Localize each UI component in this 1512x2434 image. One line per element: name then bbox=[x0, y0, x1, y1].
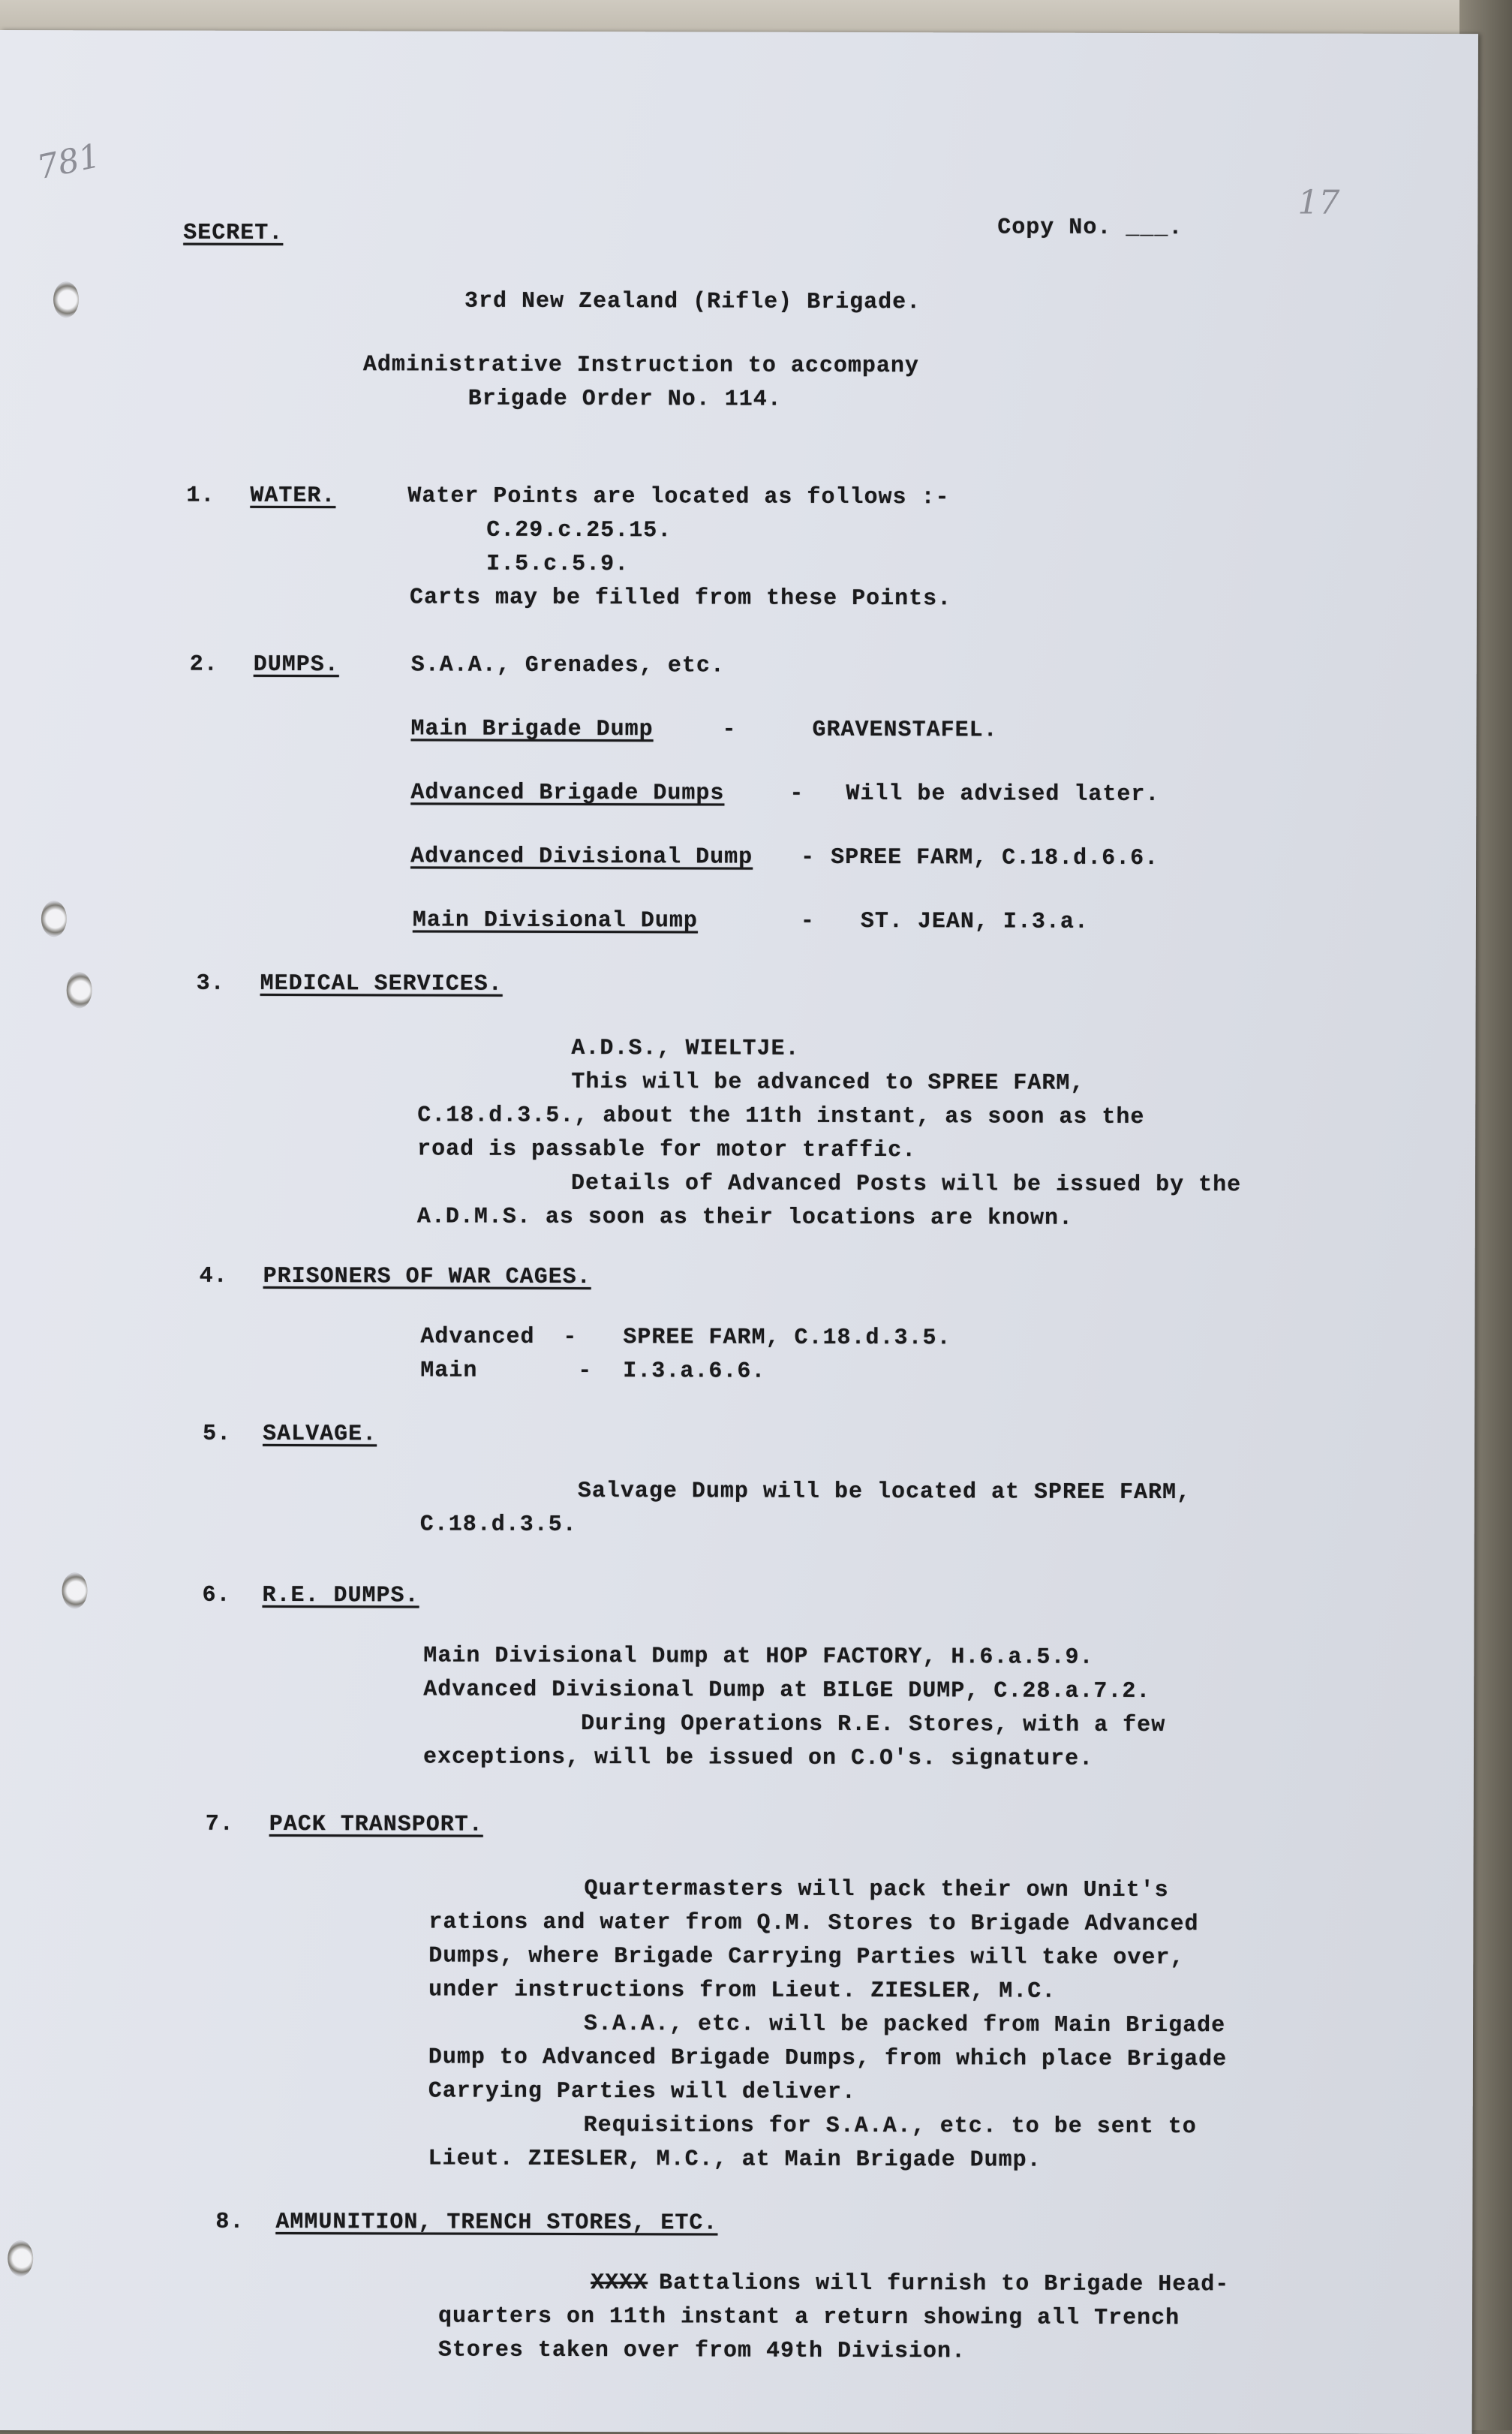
ammunition-text: Stores taken over from 49th Division. bbox=[437, 2337, 966, 2365]
document-page bbox=[0, 30, 1478, 2434]
dash: - bbox=[789, 781, 804, 807]
section-heading-pack-transport: PACK TRANSPORT. bbox=[269, 1811, 483, 1838]
section-number: 7. bbox=[205, 1811, 234, 1837]
punch-hole bbox=[67, 972, 92, 1008]
section-heading-dumps: DUMPS. bbox=[253, 651, 339, 678]
section-heading-prisoners: PRISONERS OF WAR CAGES. bbox=[263, 1263, 591, 1291]
dump-label: Main Brigade Dump bbox=[410, 716, 654, 743]
pack-text: Dumps, where Brigade Carrying Parties will take over, bbox=[428, 1943, 1185, 1972]
water-point: C.29.c.25.15. bbox=[486, 517, 672, 544]
ammunition-text: Battalions will furnish to Brigade Head- bbox=[645, 2270, 1230, 2298]
section-heading-ammunition: AMMUNITION, TRENCH STORES, ETC. bbox=[275, 2209, 718, 2237]
pencil-folio-number: 781 bbox=[34, 137, 104, 188]
punch-hole bbox=[8, 2240, 33, 2276]
section-heading-medical: MEDICAL SERVICES. bbox=[260, 970, 503, 997]
pack-text: Carrying Parties will deliver. bbox=[428, 2078, 856, 2105]
pack-text: Lieut. ZIESLER, M.C., at Main Brigade Dump. bbox=[428, 2146, 1042, 2174]
salvage-text: C.18.d.3.5. bbox=[419, 1512, 577, 1539]
re-dumps-text: Main Divisional Dump at HOP FACTORY, H.6.a.5.9. bbox=[423, 1643, 1094, 1671]
dumps-intro: S.A.A., Grenades, etc. bbox=[410, 652, 725, 679]
water-intro: Water Points are located as follows :- bbox=[407, 483, 950, 511]
punch-hole bbox=[53, 281, 79, 317]
pack-text: Dump to Advanced Brigade Dumps, from which place Brigade bbox=[428, 2044, 1228, 2073]
section-number: 5. bbox=[203, 1421, 232, 1447]
pencil-mark: 17 bbox=[1297, 183, 1340, 222]
dash: - bbox=[722, 717, 737, 743]
section-number: 3. bbox=[196, 970, 225, 997]
pack-text: S.A.A., etc. will be packed from Main Brigade bbox=[584, 2011, 1226, 2039]
water-point: I.5.c.5.9. bbox=[486, 551, 630, 578]
pack-text: Requisitions for S.A.A., etc. to be sent to bbox=[583, 2113, 1197, 2141]
punch-hole bbox=[62, 1572, 87, 1608]
section-number: 4. bbox=[199, 1263, 228, 1289]
struck-text: XXXX bbox=[591, 2270, 648, 2297]
medical-text: A.D.M.S. as soon as their locations are known. bbox=[416, 1204, 1074, 1232]
section-number: 6. bbox=[202, 1582, 231, 1608]
dump-label: Advanced Divisional Dump bbox=[410, 844, 753, 871]
section-number: 1. bbox=[186, 483, 215, 509]
pack-text: under instructions from Lieut. ZIESLER, M.C. bbox=[428, 1977, 1057, 2005]
section-heading-water: WATER. bbox=[250, 483, 336, 510]
pack-text: Quartermasters will pack their own Unit's bbox=[584, 1876, 1169, 1904]
dash: - bbox=[563, 1324, 578, 1351]
dump-label: Advanced Brigade Dumps bbox=[410, 780, 725, 807]
dump-location: Will be advised later. bbox=[846, 781, 1160, 808]
re-dumps-text: Advanced Divisional Dump at BILGE DUMP, C.28.a.7.2. bbox=[423, 1677, 1151, 1705]
section-number: 2. bbox=[189, 651, 218, 678]
copy-number: Copy No. ___. bbox=[997, 215, 1183, 242]
section-number: 8. bbox=[215, 2209, 245, 2235]
medical-text: road is passable for motor traffic. bbox=[417, 1136, 917, 1164]
section-heading-salvage: SALVAGE. bbox=[263, 1421, 377, 1448]
cage-location: SPREE FARM, C.18.d.3.5. bbox=[623, 1325, 951, 1352]
brigade-order-ref: Brigade Order No. 114. bbox=[467, 386, 782, 413]
medical-text: C.18.d.3.5., about the 11th instant, as soon as the bbox=[417, 1103, 1145, 1130]
re-dumps-text: exceptions, will be issued on C.O's. signature. bbox=[422, 1744, 1094, 1772]
brigade-title: 3rd New Zealand (Rifle) Brigade. bbox=[464, 288, 921, 316]
pack-text: rations and water from Q.M. Stores to Brigade Advanced bbox=[428, 1909, 1199, 1938]
instruction-title: Administrative Instruction to accompany bbox=[362, 352, 920, 380]
dash: - bbox=[800, 908, 815, 934]
dump-location: ST. JEAN, I.3.a. bbox=[860, 909, 1089, 935]
medical-text: This will be advanced to SPREE FARM, bbox=[571, 1069, 1085, 1097]
medical-ads: A.D.S., WIELTJE. bbox=[571, 1035, 800, 1062]
section-heading-re-dumps: R.E. DUMPS. bbox=[262, 1582, 419, 1609]
dump-location: GRAVENSTAFEL. bbox=[812, 717, 998, 744]
water-note: Carts may be filled from these Points. bbox=[409, 585, 952, 612]
dash: - bbox=[801, 844, 816, 871]
salvage-text: Salvage Dump will be located at SPREE FARM, bbox=[577, 1479, 1192, 1506]
re-dumps-text: During Operations R.E. Stores, with a few bbox=[581, 1711, 1166, 1739]
dump-location: SPREE FARM, C.18.d.6.6. bbox=[831, 844, 1159, 872]
ammunition-text: quarters on 11th instant a return showing all Trench bbox=[437, 2303, 1180, 2332]
cage-label: Main bbox=[420, 1358, 478, 1384]
medical-text: Details of Advanced Posts will be issued by the bbox=[570, 1170, 1242, 1199]
classification-marking: SECRET. bbox=[183, 220, 284, 246]
cage-label: Advanced bbox=[420, 1324, 535, 1350]
dash: - bbox=[578, 1358, 593, 1385]
punch-hole bbox=[41, 901, 67, 937]
cage-location: I.3.a.6.6. bbox=[623, 1358, 766, 1385]
dump-label: Main Divisional Dump bbox=[412, 907, 699, 934]
